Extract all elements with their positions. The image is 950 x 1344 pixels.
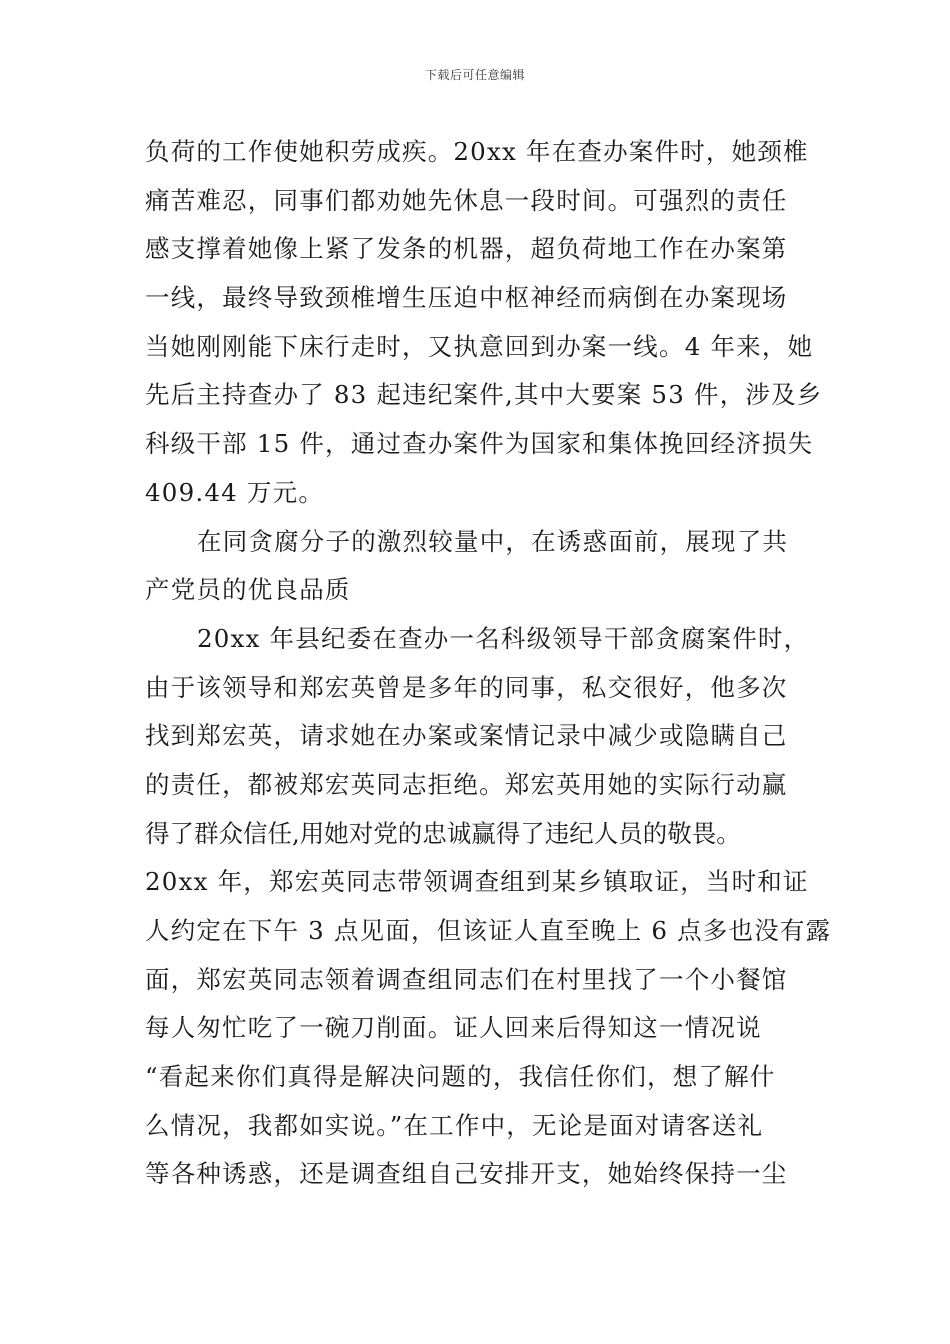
text-line: 等各种诱惑，还是调查组自己安排开支，她始终保持一尘 xyxy=(145,1159,788,1189)
text-line: 的责任，都被郑宏英同志拒绝。郑宏英用她的实际行动赢 xyxy=(145,769,788,799)
text-line: 找到郑宏英，请求她在办案或案情记录中减少或隐瞒自己 xyxy=(145,721,788,751)
text-line: 当她刚刚能下床行走时，又执意回到办案一线。4 年来，她 xyxy=(145,331,814,361)
text-line: 感支撑着她像上紧了发条的机器，超负荷地工作在办案第 xyxy=(145,234,788,264)
text-line: 面，郑宏英同志领着调查组同志们在村里找了一个小餐馆 xyxy=(145,964,788,994)
text-line: “看起来你们真得是解决问题的，我信任你们，想了解什 xyxy=(145,1062,776,1092)
text-line: 得了群众信任,用她对党的忠诚赢得了违纪人员的敬畏。 xyxy=(145,818,741,848)
document-body xyxy=(145,128,835,1199)
text-line: 20xx 年县纪委在查办一名科级领导干部贪腐案件时， xyxy=(197,623,810,653)
text-line: 人约定在下午 3 点见面，但该证人直至晚上 6 点多也没有露 xyxy=(145,916,832,945)
text-line: 每人匆忙吃了一碗刀削面。证人回来后得知这一情况说 xyxy=(145,1013,762,1043)
text-line: 409.44 万元。 xyxy=(145,477,325,507)
text-line: 科级干部 15 件，通过查办案件为国家和集体挽回经济损失 xyxy=(145,429,814,459)
text-line: 20xx 年，郑宏英同志带领调查组到某乡镇取证，当时和证 xyxy=(145,867,809,897)
text-line: 先后主持查办了 83 起违纪案件,其中大要案 53 件，涉及乡 xyxy=(145,380,823,410)
text-line: 一线，最终导致颈椎增生压迫中枢神经而病倒在办案现场 xyxy=(145,283,788,313)
text-line: 负荷的工作使她积劳成疾。20xx 年在查办案件时，她颈椎 xyxy=(145,137,809,166)
page-header: 下载后可任意编辑 xyxy=(424,68,525,82)
section-heading-line: 在同贪腐分子的激烈较量中，在诱惑面前，展现了共 xyxy=(197,526,789,556)
text-line: 么情况，我都如实说。”在工作中，无论是面对请客送礼 xyxy=(145,1110,764,1140)
text-line: 痛苦难忍，同事们都劝她先休息一段时间。可强烈的责任 xyxy=(145,185,788,215)
text-line: 由于该领导和郑宏英曾是多年的同事，私交很好，他多次 xyxy=(145,672,788,702)
section-heading-line: 产党员的优良品质 xyxy=(145,575,351,605)
